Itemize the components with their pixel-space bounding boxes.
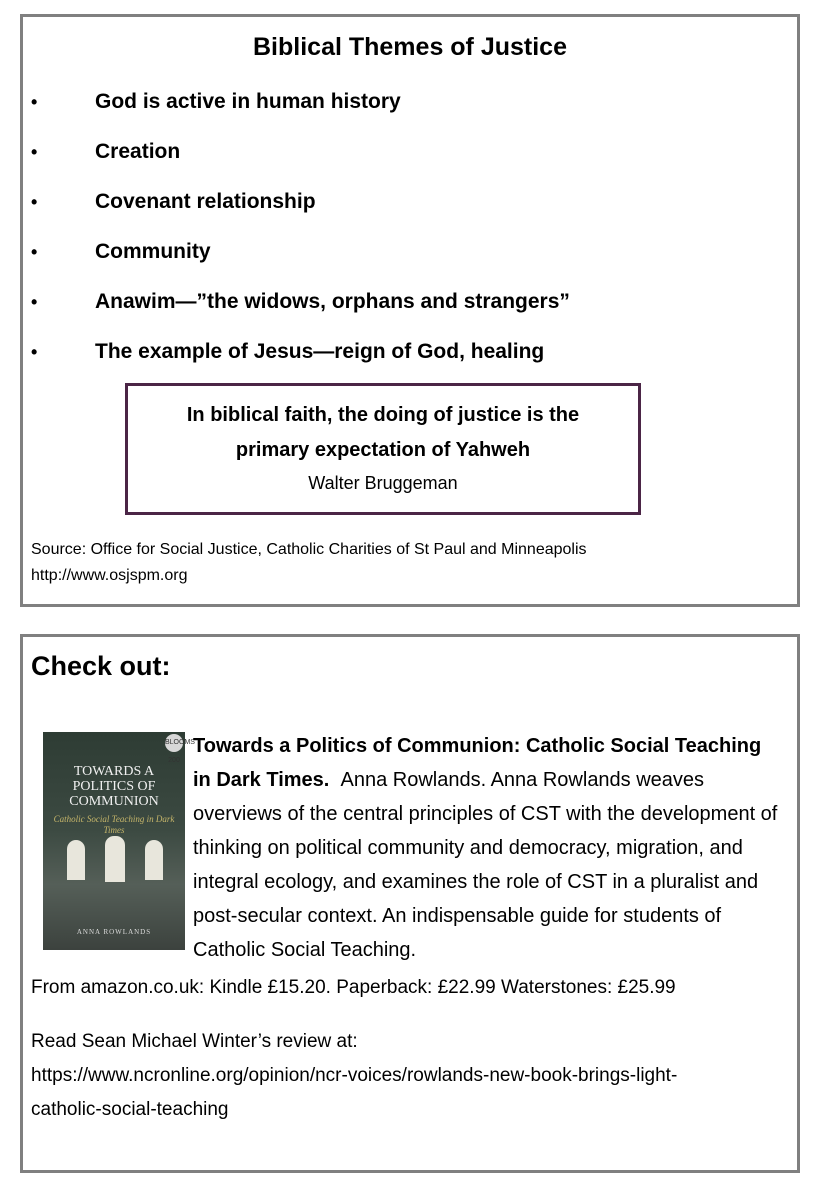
cover-window-left xyxy=(67,840,85,880)
book-summary: Anna Rowlands weaves overviews of the central principles of CST with the development of thinking on political community and democracy, migration, and integral ecology, and examines the role of CST in a pluralist and post-secular context. An indispensable guide for students of Catholic Social Teaching. xyxy=(193,769,778,961)
quote-line: In biblical faith, the doing of justice is the xyxy=(186,404,580,426)
bullet-icon: • xyxy=(31,242,38,262)
review-url-line[interactable]: https://www.ncronline.org/opinion/ncr-voices/rowlands-new-book-brings-light- xyxy=(31,1065,678,1086)
bullet-icon: • xyxy=(31,342,38,362)
panel-title: Biblical Themes of Justice xyxy=(253,33,567,61)
bullet-icon: • xyxy=(31,192,38,212)
review-intro: Read Sean Michael Winter’s review at: xyxy=(31,1031,358,1052)
book-cover-image xyxy=(43,732,195,950)
review-link[interactable] xyxy=(31,1059,677,1127)
bullet-icon: • xyxy=(31,92,38,112)
book-title: Towards a Politics of Communion: Catholic Social Teaching in Dark Times. xyxy=(193,735,762,791)
review-info xyxy=(31,1025,677,1127)
quote-author: Walter Bruggeman xyxy=(308,473,458,493)
price-info: From amazon.co.uk: Kindle £15.20. Paperback: £22.99 Waterstones: £25.99 xyxy=(31,977,676,998)
book-description xyxy=(193,729,783,967)
list-item-text: Creation xyxy=(95,140,181,163)
bullet-icon: • xyxy=(31,292,38,312)
quote-line: primary expectation of Yahweh xyxy=(235,439,531,461)
review-url-line[interactable]: catholic-social-teaching xyxy=(31,1099,229,1120)
source-text: Source: Office for Social Justice, Catholic Charities of St Paul and Minneapolis xyxy=(31,541,587,558)
quote-box xyxy=(125,383,641,515)
list-item-text: Anawim—”the widows, orphans and strangers” xyxy=(95,290,570,313)
list-item-text: Covenant relationship xyxy=(95,190,316,213)
check-out-panel xyxy=(20,634,800,1173)
source-citation xyxy=(31,537,587,589)
source-link[interactable]: http://www.osjspm.org xyxy=(31,567,188,584)
cover-badge: BLOOMS 200 xyxy=(165,734,183,752)
quote-text xyxy=(152,398,614,468)
book-author: Anna Rowlands. xyxy=(340,769,487,791)
cover-title: TOWARDS A POLITICS OF COMMUNION xyxy=(69,764,159,809)
cover-author: ANNA ROWLANDS xyxy=(76,928,152,936)
panel-heading: Check out: xyxy=(31,651,171,681)
justice-themes-panel xyxy=(20,14,800,607)
cover-window-center xyxy=(105,836,125,882)
cover-subtitle: Catholic Social Teaching in Dark Times xyxy=(53,814,175,835)
list-item-text: The example of Jesus—reign of God, healing xyxy=(95,340,545,363)
list-item-text: God is active in human history xyxy=(95,90,401,113)
cover-window-right xyxy=(145,840,163,880)
bullet-icon: • xyxy=(31,142,38,162)
list-item-text: Community xyxy=(95,240,211,263)
